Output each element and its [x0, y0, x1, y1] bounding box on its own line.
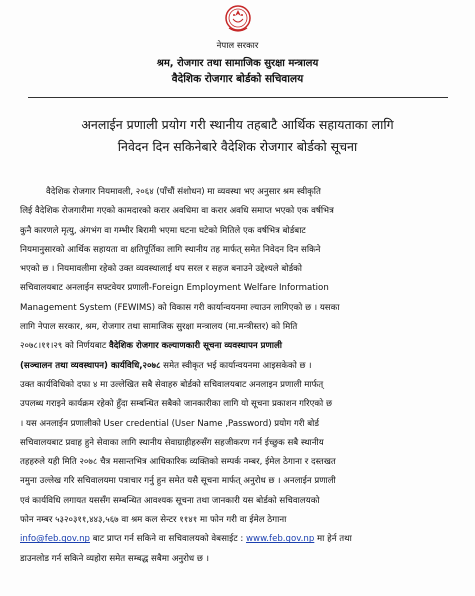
nepal-government-emblem-icon: [224, 4, 252, 34]
contact-text-end: मा हेर्न तथा: [314, 534, 352, 545]
website-link[interactable]: www.feb.gov.np: [246, 534, 315, 545]
body-line: उपलब्ध गराइने कार्यक्रम रहेको हुँदा सम्बन्धित सबैको जानकारीका लागि यो सूचना प्रकाशन गरिएको छ: [20, 399, 332, 410]
government-name: नेपाल सरकार: [216, 41, 259, 51]
notice-title: [20, 114, 455, 158]
secretariat-name: वैदेशिक रोजगार बोर्डको सचिवालय: [171, 73, 304, 85]
body-line: [20, 337, 458, 356]
decision-date-text: २०७८।११।२९ को निर्णयबाट: [20, 341, 109, 352]
body-line: वैदेशिक रोजगार नियमावली, २०६४ (पाँचौं संशोधन) मा व्यवस्था भए अनुसार श्रम स्वीकृति: [46, 187, 321, 197]
email-link[interactable]: info@feb.gov.np: [20, 534, 90, 545]
body-line: नमुना उल्लेख गरि सचिवालयमा पत्राचार गर्नु हुन समेत यसै सूचना मार्फत् अनुरोध छ । अनलाईन प्रणाली: [20, 476, 336, 487]
body-line: नियमानुसारको आर्थिक सहायता वा क्षतिपूर्तिका लागि स्थानीय तह मार्फत् समेत निवेदन दिन सकिने: [20, 244, 321, 255]
body-line: एवं कार्यविधि लगायत यससँग सम्बन्धित आवश्यक सूचना तथा जानकारी यस बोर्डको सचिवालयको: [20, 495, 320, 506]
contact-text: बाट प्राप्त गर्न सकिने वा सचिवालयको वेबसाईट :: [89, 534, 247, 545]
approval-text: समेत स्वीकृत भई कार्यान्वयनमा आइसकेको छ ।: [160, 360, 312, 371]
ministry-name: श्रम, रोजगार तथा सामाजिक सुरक्षा मन्त्रालय: [156, 58, 319, 69]
body-line: भएको छ । नियमावलीमा रहेको उक्त व्यवस्थालाई थप सरल र सहज बनाउने उद्देश्यले बोर्डको: [20, 264, 302, 275]
procedure-name-part-1: वैदेशिक रोजगार कल्याणकारी सूचना व्यवस्थापन प्रणाली: [108, 341, 283, 352]
body-line: । यस अनलाईन प्रणालीको User credential (User Name ,Password) प्रयोग गरी बोर्ड: [20, 418, 319, 429]
notice-title-line-2: निवेदन दिन सकिनेबारे वैदेशिक रोजगार बोर्डको सूचना: [117, 139, 358, 154]
body-line: सचिवालयबाट प्रवाह हुने सेवाका लागि स्थानीय सेवाग्राहीहरुसँग सहजीकरण गर्न ईच्छुक सबै स्थानीय: [20, 437, 324, 448]
body-line: फोन नम्बर ५३२०३११,४४३,५६७ वा श्रम कल सेन्टर ११४१ मा फोन गरी वा ईमेल ठेगाना: [20, 515, 287, 526]
procedure-name-part-2: (सञ्चालन तथा व्यवस्थापन) कार्यविधि,२०७८: [20, 360, 161, 371]
body-line: [20, 530, 458, 549]
body-line: तहहरुले यही मिति २०७८ चैत्र मसान्तभित्र आधिकारिक व्यक्तिको सम्पर्क नम्बर, ईमेल ठेगाना र दस्तखत: [20, 457, 336, 468]
notice-title-line-1: अनलाईन प्रणाली प्रयोग गरी स्थानीय तहबाटै आर्थिक सहायताका लागि: [81, 117, 394, 132]
notice-body: [20, 183, 458, 569]
body-line: सचिवालयबाट अनलाईन सफ्टवेयर प्रणाली-Foreign Employment Welfare Information: [20, 283, 329, 294]
body-line: लागि नेपाल सरकार, श्रम, रोजगार तथा सामाजिक सुरक्षा मन्त्रालय (मा.मन्त्रीस्तर) को मिति: [20, 322, 298, 333]
body-line: उक्त कार्यविधिको दफा ४ मा उल्लेखित सबै सेवाहरु बोर्डको सचिवालयबाट अनलाइन प्रणाली मार्फत्: [20, 379, 324, 390]
body-line: डाउनलोड गर्न सकिने व्यहोरा समेत सम्बद्ध सबैमा अनुरोध छ ।: [20, 553, 209, 564]
body-line: [20, 357, 458, 376]
header-divider: [28, 97, 448, 98]
body-line: Management System (FEWIMS) को विकास गरी कार्यान्वयनमा ल्याउन लागिएको छ । यसका: [20, 302, 340, 313]
body-line: कुनै कारणले मृत्यु, अंगभंग वा गम्भीर बिरामी भएमा घटना घटेको मितिले एक वर्षभित्र बोर्डबाट: [20, 225, 306, 236]
body-line: लिई वैदेशिक रोजगारीमा गएको कामदारको करार अवधिमा वा करार अवधि समाप्त भएको एक वर्षभित्र: [20, 206, 334, 217]
